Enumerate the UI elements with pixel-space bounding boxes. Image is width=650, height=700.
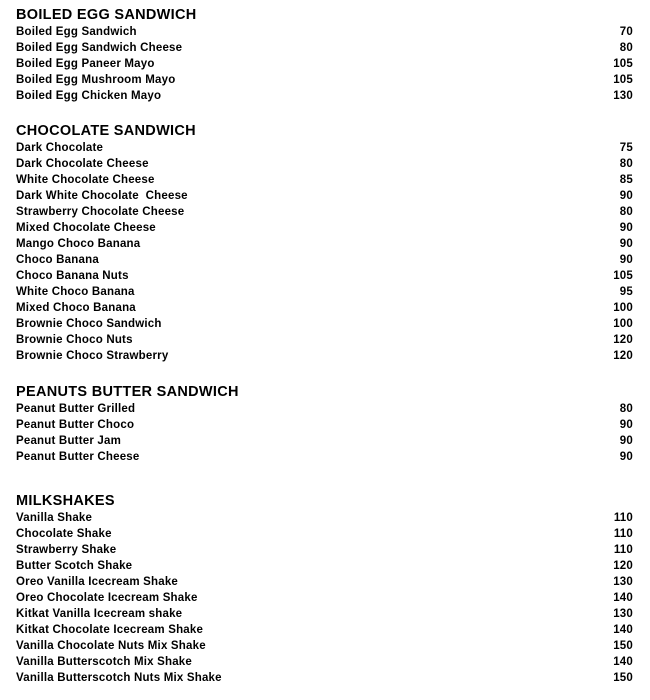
- item-name: Peanut Butter Jam: [16, 435, 122, 447]
- item-name: Vanilla Shake: [16, 512, 93, 524]
- menu-item: [16, 172, 633, 188]
- item-name: White Choco Banana: [16, 286, 135, 298]
- item-name: Strawberry Chocolate Cheese: [16, 206, 185, 218]
- menu-item: [16, 526, 633, 542]
- item-price: 110: [613, 512, 633, 524]
- menu-item: [16, 220, 633, 236]
- item-name: Vanilla Butterscotch Nuts Mix Shake: [16, 672, 222, 684]
- item-price: 130: [613, 608, 633, 620]
- menu-item: [16, 236, 633, 252]
- item-price: 90: [619, 222, 633, 234]
- item-price: 110: [613, 528, 633, 540]
- menu-item: [16, 606, 633, 622]
- item-name: Chocolate Shake: [16, 528, 112, 540]
- item-price: 80: [619, 42, 633, 54]
- menu-item: [16, 401, 633, 417]
- section-milkshakes: [16, 492, 633, 686]
- menu-item: [16, 449, 633, 465]
- item-price: 120: [613, 350, 633, 362]
- menu-item: [16, 88, 633, 104]
- section-title: PEANUTS BUTTER SANDWICH: [16, 384, 239, 400]
- item-price: 70: [619, 26, 633, 38]
- item-price: 130: [613, 576, 633, 588]
- menu-item: [16, 510, 633, 526]
- item-price: 100: [613, 302, 633, 314]
- menu-item: [16, 56, 633, 72]
- menu-item: [16, 348, 633, 364]
- menu-item: [16, 574, 633, 590]
- item-price: 90: [619, 451, 633, 463]
- item-price: 75: [619, 142, 633, 154]
- menu-item: [16, 140, 633, 156]
- item-name: Boiled Egg Mushroom Mayo: [16, 74, 176, 86]
- menu-item: [16, 542, 633, 558]
- item-price: 80: [619, 158, 633, 170]
- item-name: Peanut Butter Grilled: [16, 403, 136, 415]
- item-name: Kitkat Vanilla Icecream shake: [16, 608, 183, 620]
- item-name: Boiled Egg Paneer Mayo: [16, 58, 155, 70]
- menu-item: [16, 622, 633, 638]
- item-name: Vanilla Butterscotch Mix Shake: [16, 656, 193, 668]
- item-name: Peanut Butter Cheese: [16, 451, 140, 463]
- item-price: 150: [613, 640, 633, 652]
- menu-page: [16, 6, 633, 686]
- item-price: 90: [619, 254, 633, 266]
- menu-item: [16, 156, 633, 172]
- item-price: 110: [613, 544, 633, 556]
- item-name: Oreo Chocolate Icecream Shake: [16, 592, 198, 604]
- section-boiled-egg-sandwich: [16, 6, 633, 104]
- menu-item: [16, 204, 633, 220]
- item-name: Peanut Butter Choco: [16, 419, 135, 431]
- section-chocolate-sandwich: [16, 122, 633, 364]
- item-name: Mixed Chocolate Cheese: [16, 222, 156, 234]
- item-price: 95: [619, 286, 633, 298]
- section-peanuts-butter-sandwich: [16, 383, 633, 465]
- item-price: 90: [619, 419, 633, 431]
- section-title: BOILED EGG SANDWICH: [16, 7, 197, 23]
- item-price: 150: [613, 672, 633, 684]
- item-price: 100: [613, 318, 633, 330]
- menu-item: [16, 638, 633, 654]
- section-title: MILKSHAKES: [16, 493, 115, 509]
- menu-item: [16, 590, 633, 606]
- item-price: 80: [619, 403, 633, 415]
- item-price: 80: [619, 206, 633, 218]
- menu-item: [16, 558, 633, 574]
- item-price: 90: [619, 435, 633, 447]
- menu-item: [16, 40, 633, 56]
- item-name: Brownie Choco Strawberry: [16, 350, 169, 362]
- item-price: 105: [613, 58, 633, 70]
- menu-item: [16, 300, 633, 316]
- menu-item: [16, 268, 633, 284]
- menu-item: [16, 670, 633, 686]
- item-name: Choco Banana Nuts: [16, 270, 129, 282]
- item-name: White Chocolate Cheese: [16, 174, 155, 186]
- menu-item: [16, 72, 633, 88]
- item-name: Dark White Chocolate Cheese: [16, 190, 188, 202]
- item-price: 90: [619, 238, 633, 250]
- item-name: Mango Choco Banana: [16, 238, 141, 250]
- item-name: Kitkat Chocolate Icecream Shake: [16, 624, 204, 636]
- item-name: Mixed Choco Banana: [16, 302, 136, 314]
- menu-item: [16, 24, 633, 40]
- menu-item: [16, 316, 633, 332]
- menu-item: [16, 332, 633, 348]
- item-name: Boiled Egg Chicken Mayo: [16, 90, 162, 102]
- item-price: 120: [613, 560, 633, 572]
- item-name: Strawberry Shake: [16, 544, 117, 556]
- item-name: Dark Chocolate Cheese: [16, 158, 149, 170]
- item-name: Brownie Choco Sandwich: [16, 318, 162, 330]
- menu-item: [16, 284, 633, 300]
- menu-item: [16, 417, 633, 433]
- item-price: 140: [613, 656, 633, 668]
- item-price: 140: [613, 592, 633, 604]
- menu-item: [16, 252, 633, 268]
- item-name: Boiled Egg Sandwich Cheese: [16, 42, 183, 54]
- item-name: Oreo Vanilla Icecream Shake: [16, 576, 179, 588]
- menu-item: [16, 654, 633, 670]
- menu-item: [16, 433, 633, 449]
- item-name: Brownie Choco Nuts: [16, 334, 133, 346]
- item-price: 105: [613, 74, 633, 86]
- menu-item: [16, 188, 633, 204]
- section-title: CHOCOLATE SANDWICH: [16, 123, 196, 139]
- item-price: 120: [613, 334, 633, 346]
- item-name: Dark Chocolate: [16, 142, 104, 154]
- item-price: 130: [613, 90, 633, 102]
- item-name: Butter Scotch Shake: [16, 560, 133, 572]
- item-price: 105: [613, 270, 633, 282]
- item-name: Vanilla Chocolate Nuts Mix Shake: [16, 640, 206, 652]
- item-name: Choco Banana: [16, 254, 99, 266]
- item-price: 90: [619, 190, 633, 202]
- item-name: Boiled Egg Sandwich: [16, 26, 137, 38]
- item-price: 140: [613, 624, 633, 636]
- item-price: 85: [619, 174, 633, 186]
